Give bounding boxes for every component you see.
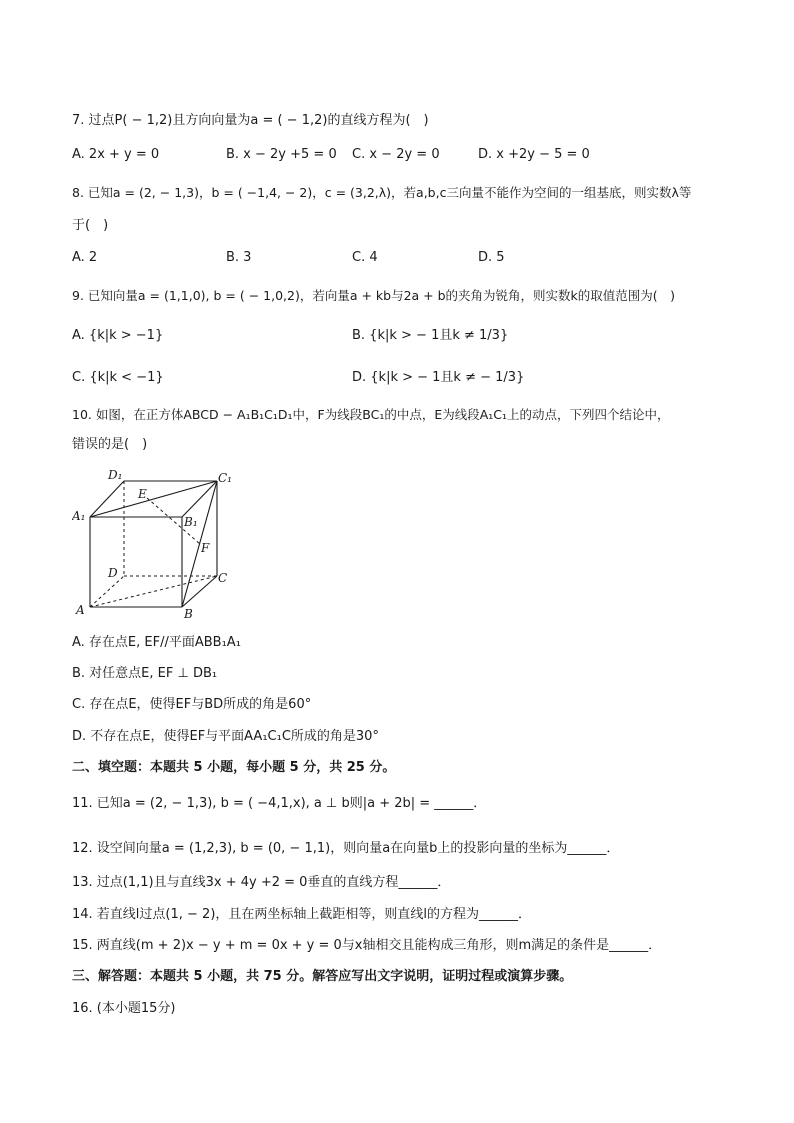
- section3-heading: 三、解答题：本题共 5 小题，共 75 分。解答应写出文字说明，证明过程或演算步骤。: [72, 969, 573, 984]
- q7-option-d: D. x +2y − 5 = 0: [478, 147, 590, 162]
- q9-option-d: D. {k|k > − 1且k ≠ − 1/3}: [352, 370, 525, 385]
- edge-a1-d1: [90, 481, 124, 517]
- q8-option-a: A. 2: [72, 250, 98, 265]
- q13: 13. 过点(1,1)且与直线3x + 4y +2 = 0垂直的直线方程______．: [72, 875, 451, 890]
- q10-option-b: B. 对任意点E, EF ⊥ DB₁: [72, 666, 218, 681]
- label-f: F: [201, 541, 210, 555]
- q7-stem: 7. 过点P( − 1,2)且方向向量为a = ( − 1,2)的直线方程为( ): [72, 113, 429, 128]
- q16: 16. (本小题15分): [72, 1001, 176, 1016]
- q9-option-a: A. {k|k > −1}: [72, 328, 164, 343]
- q8-stem-line2: 于( ): [72, 218, 109, 233]
- q9-stem: 9. 已知向量a = (1,1,0), b = ( − 1,0,2)，若向量a + kb与2a + b的夹角为锐角，则实数k的取值范围为( ): [72, 288, 676, 303]
- label-a: A: [76, 603, 85, 617]
- q14: 14. 若直线l过点(1, − 2)，且在两坐标轴上截距相等，则直线l的方程为______．: [72, 907, 532, 922]
- label-e: E: [138, 487, 147, 501]
- q8-option-b: B. 3: [226, 250, 252, 265]
- q12: 12. 设空间向量a = (1,2,3), b = (0, − 1,1)，则向量a在向量b上的投影向量的坐标为______．: [72, 841, 620, 856]
- label-c1: C₁: [218, 471, 232, 485]
- q10-option-c: C. 存在点E，使得EF与BD所成的角是60°: [72, 697, 312, 712]
- q10-option-a: A. 存在点E, EF//平面ABB₁A₁: [72, 635, 241, 650]
- q9-option-c: C. {k|k < −1}: [72, 370, 164, 385]
- edge-b-c: [182, 576, 217, 607]
- q10-stem-line1: 10. 如图，在正方体ABCD − A₁B₁C₁D₁中，F为线段BC₁的中点，E为线段A₁C₁上的动点，下列四个结论中，: [72, 407, 670, 422]
- label-d1: D₁: [108, 468, 123, 482]
- cube-figure: [72, 466, 242, 624]
- label-a1: A₁: [72, 509, 86, 523]
- q7-option-c: C. x − 2y = 0: [352, 147, 440, 162]
- diagonal-b-c1: [182, 481, 217, 607]
- q8-option-c: C. 4: [352, 250, 378, 265]
- label-b: B: [184, 607, 193, 621]
- q10-stem-line2: 错误的是( ): [72, 437, 148, 452]
- q7-option-a: A. 2x + y = 0: [72, 147, 160, 162]
- q11: 11. 已知a = (2, − 1,3), b = ( −4,1,x), a ⊥ b则|a + 2b| = ______．: [72, 796, 487, 811]
- hidden-edge-a-d: [90, 576, 124, 607]
- q8-option-d: D. 5: [478, 250, 505, 265]
- q7-option-b: B. x − 2y +5 = 0: [226, 147, 337, 162]
- label-d: D: [108, 566, 118, 580]
- label-b1: B₁: [184, 515, 198, 529]
- hidden-diagonal-a-c: [90, 576, 217, 607]
- q9-option-b: B. {k|k > − 1且k ≠ 1/3}: [352, 328, 509, 343]
- diagonal-a1-c1: [90, 481, 217, 517]
- q10-option-d: D. 不存在点E，使得EF与平面AA₁C₁C所成的角是30°: [72, 729, 379, 744]
- q8-stem-line1: 8. 已知a = (2, − 1,3)，b = ( −1,4, − 2)，c = (3,2,λ)，若a,b,c三向量不能作为空间的一组基底，则实数λ等: [72, 185, 692, 200]
- q15: 15. 两直线(m + 2)x − y + m = 0x + y = 0与x轴相交且能构成三角形，则m满足的条件是______．: [72, 938, 662, 953]
- section2-heading: 二、填空题：本题共 5 小题，每小题 5 分，共 25 分。: [72, 760, 396, 775]
- label-c: C: [218, 571, 228, 585]
